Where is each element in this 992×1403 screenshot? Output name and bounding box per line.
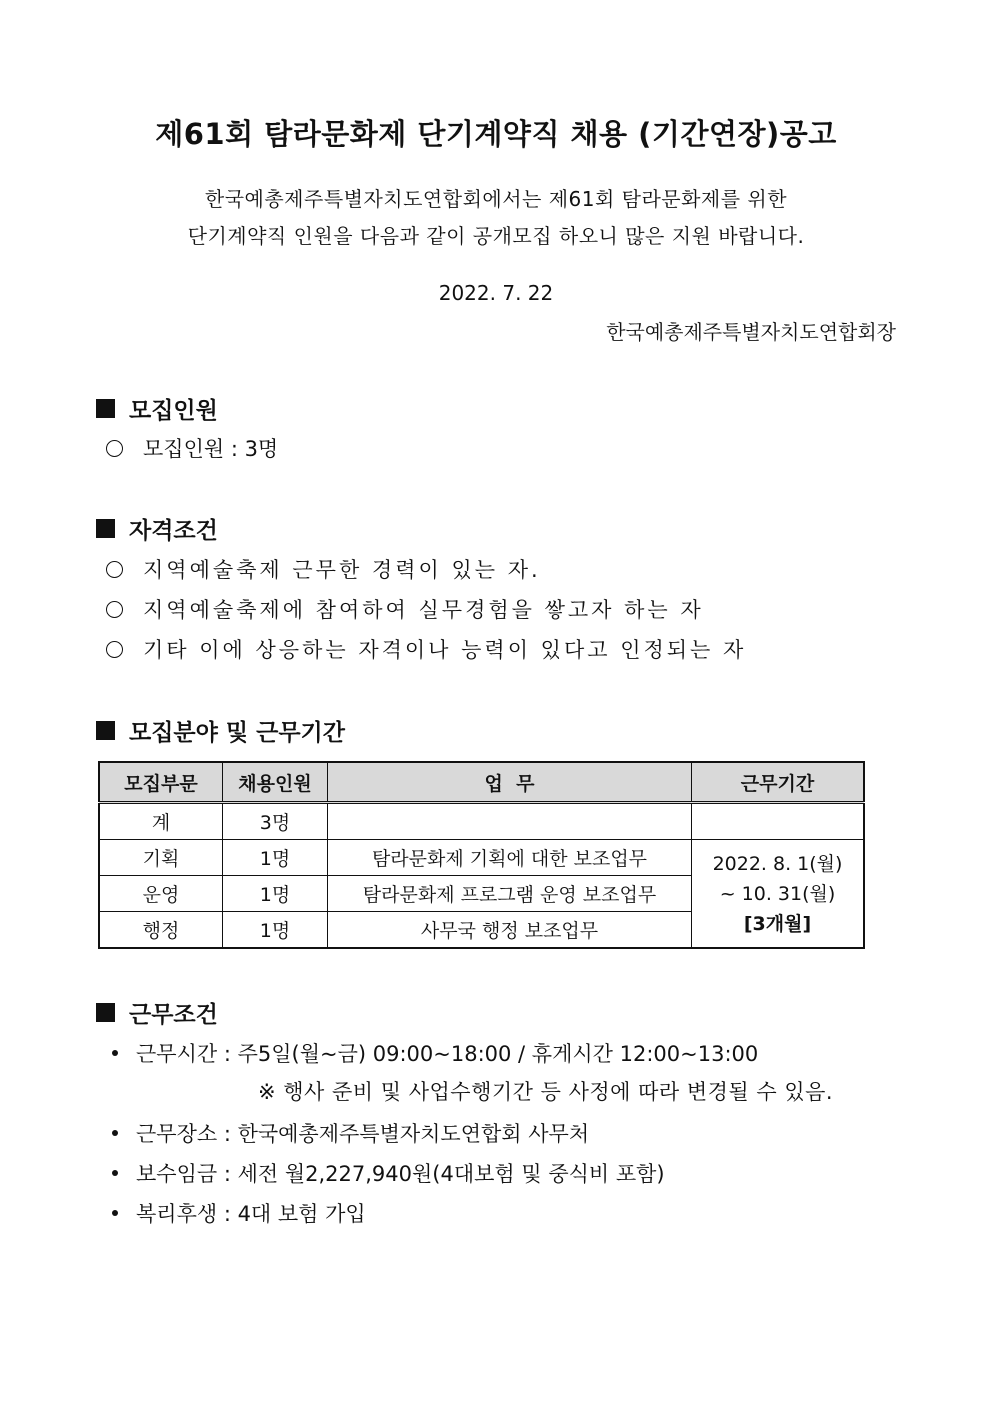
section-heading-field xyxy=(96,714,345,747)
cell-period-empty xyxy=(692,803,865,840)
cell-period xyxy=(692,840,865,949)
square-bullet-icon xyxy=(96,721,115,740)
square-bullet-icon xyxy=(96,399,115,418)
list-item-text: 지역예술축제에 참여하여 실무경험을 쌓고자 하는 자 xyxy=(143,598,704,622)
list-item-text: 모집인원 : 3명 xyxy=(143,437,279,461)
cell-duty: 탐라문화제 프로그램 운영 보조업무 xyxy=(328,876,692,912)
section-heading-label: 근무조건 xyxy=(129,1002,218,1028)
square-bullet-icon xyxy=(96,519,115,538)
column-header-period: 근무기간 xyxy=(692,762,865,803)
cell-count: 1명 xyxy=(223,840,328,876)
intro-line-2: 단기계약직 인원을 다음과 같이 공개모집 하오니 많은 지원 바랍니다. xyxy=(187,224,805,248)
intro-line-1: 한국예총제주특별자치도연합회에서는 제61회 탐라문화제를 위한 xyxy=(204,187,788,211)
cell-count: 1명 xyxy=(223,876,328,912)
list-item xyxy=(112,1118,589,1148)
table-header-row xyxy=(99,762,864,803)
list-item-text: 복리후생 : 4대 보험 가입 xyxy=(136,1202,366,1226)
cell-duty: 탐라문화제 기획에 대한 보조업무 xyxy=(328,840,692,876)
cell-dept: 운영 xyxy=(99,876,223,912)
recruitment-table xyxy=(98,761,865,949)
section-heading-conditions xyxy=(96,996,218,1029)
table-row xyxy=(99,803,864,840)
table-row xyxy=(99,840,864,876)
list-item xyxy=(106,594,704,624)
column-header-dept: 모집부문 xyxy=(99,762,223,803)
section-heading-recruit xyxy=(96,392,218,425)
list-item-text: 근무장소 : 한국예총제주특별자치도연합회 사무처 xyxy=(136,1122,590,1146)
conditions-note: ※ 행사 준비 및 사업수행기간 등 사정에 따라 변경될 수 있음. xyxy=(258,1080,834,1104)
list-item-text: 근무시간 : 주5일(월~금) 09:00~18:00 / 휴게시간 12:00~13:00 xyxy=(136,1042,759,1066)
cell-dept: 계 xyxy=(99,803,223,840)
signer: 한국예총제주특별자치도연합회장 xyxy=(606,320,896,344)
cell-dept: 행정 xyxy=(99,912,223,949)
column-header-duty: 업 무 xyxy=(328,762,692,803)
cell-count: 1명 xyxy=(223,912,328,949)
dot-bullet-icon xyxy=(112,1130,118,1136)
list-item xyxy=(106,634,746,664)
cell-count: 3명 xyxy=(223,803,328,840)
list-item xyxy=(112,1198,366,1228)
list-item xyxy=(106,554,541,584)
column-header-count: 채용인원 xyxy=(223,762,328,803)
circle-bullet-icon xyxy=(106,641,123,658)
dot-bullet-icon xyxy=(112,1210,118,1216)
circle-bullet-icon xyxy=(106,440,123,457)
list-item xyxy=(112,1158,665,1188)
dot-bullet-icon xyxy=(112,1170,118,1176)
section-heading-label: 모집분야 및 근무기간 xyxy=(129,720,345,746)
announcement-date: 2022. 7. 22 xyxy=(438,281,554,305)
page-title: 제61회 탐라문화제 단기계약직 채용 (기간연장)공고 xyxy=(155,117,837,151)
circle-bullet-icon xyxy=(106,601,123,618)
section-heading-label: 모집인원 xyxy=(129,398,218,424)
circle-bullet-icon xyxy=(106,561,123,578)
list-item-text: 기타 이에 상응하는 자격이나 능력이 있다고 인정되는 자 xyxy=(143,638,747,662)
period-end: ~ 10. 31(월) xyxy=(719,882,836,905)
period-start: 2022. 8. 1(월) xyxy=(712,852,843,875)
list-item xyxy=(106,433,278,463)
dot-bullet-icon xyxy=(112,1050,118,1056)
cell-duty xyxy=(328,803,692,840)
list-item xyxy=(112,1038,758,1068)
section-heading-label: 자격조건 xyxy=(129,518,218,544)
cell-duty: 사무국 행정 보조업무 xyxy=(328,912,692,949)
section-heading-qualification xyxy=(96,512,218,545)
square-bullet-icon xyxy=(96,1003,115,1022)
list-item-text: 보수임금 : 세전 월2,227,940원(4대보험 및 중식비 포함) xyxy=(136,1162,665,1186)
cell-dept: 기획 xyxy=(99,840,223,876)
list-item-text: 지역예술축제 근무한 경력이 있는 자. xyxy=(143,558,541,582)
period-duration: [3개월] xyxy=(743,912,812,935)
